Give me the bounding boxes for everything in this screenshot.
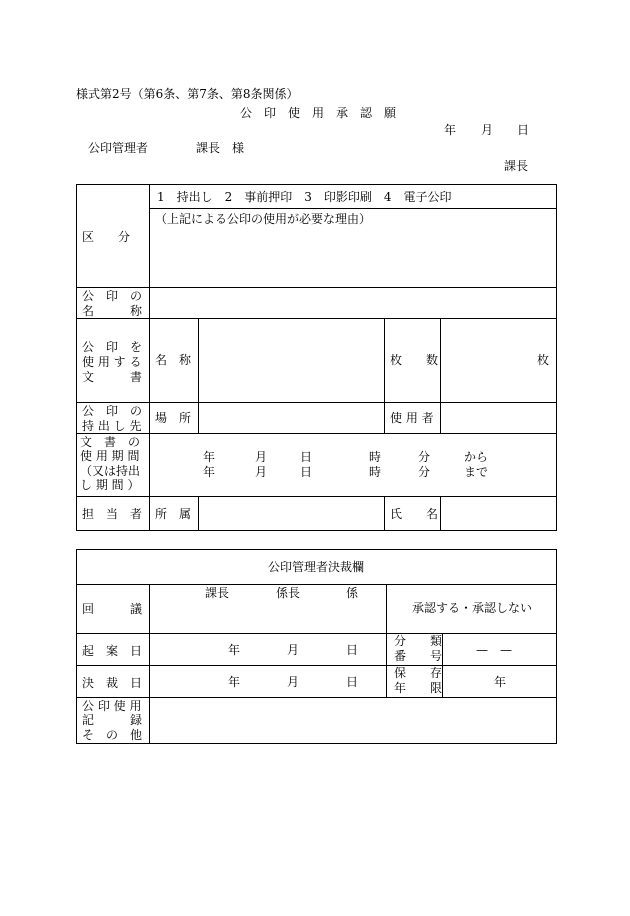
affiliation-label: 所 属 [155,507,192,521]
place-label: 場 所 [155,411,192,425]
draft-year: 年 [228,643,241,657]
classification-label: 分 類 番 号 [394,634,443,663]
affiliation-field[interactable] [201,499,382,528]
record-field[interactable] [152,700,554,741]
section-chief-label: 課長 [205,586,230,600]
draft-date-label: 起 案 日 [82,644,143,658]
doc-name-label: 名 称 [155,353,192,367]
circulation-label: 回 議 [82,602,143,616]
record-label: 公 印 使 用 記 録 そ の 他 [82,699,143,742]
period-label: 文 書 の 使 用 期 間 （又は持出 し 期 間 ） [80,435,141,493]
retention-value: 年 [494,675,507,689]
classification-value: — — [476,643,513,657]
user-field[interactable] [443,405,553,431]
decision-month: 月 [287,675,300,689]
name-label: 氏 名 [390,507,439,521]
decision-year: 年 [228,675,241,689]
addressee-org: 公印管理者 [88,141,149,155]
date-month: 月 [481,123,494,137]
page-title: 公 印 使 用 承 認 願 [240,106,397,120]
category-options: 1 持出し 2 事前押印 3 印影印刷 4 電子公印 [157,190,452,204]
chief-label: 係長 [276,586,301,600]
approval-title: 公印管理者決裁欄 [268,560,365,574]
draft-month: 月 [287,643,300,657]
approve-choice[interactable]: 承認する・承認しない [412,601,533,615]
destination-label: 公 印 の 持 出 し 先 [82,404,143,433]
doc-count-unit: 枚 [537,353,550,367]
staff-label: 担 当 者 [82,507,143,521]
document-label: 公 印 を 使 用 す る 文 書 [82,340,143,384]
date-year: 年 [444,123,457,137]
doc-count-label: 枚 数 [390,353,439,367]
user-label: 使 用 者 [390,411,434,425]
seal-name-field[interactable] [152,290,554,316]
date-day: 日 [517,123,530,137]
addressee-title: 課長 様 [196,141,245,155]
seal-name-label: 公 印 の 名 称 [82,289,143,318]
draft-day: 日 [346,643,359,657]
category-label: 区 分 [82,230,131,244]
form-number: 様式第2号（第6条、第7条、第8条関係） [76,87,299,101]
decision-date-label: 決 裁 日 [82,676,143,690]
decision-day: 日 [346,675,359,689]
place-field[interactable] [201,405,382,431]
staff-stamp-label: 係 [346,586,359,600]
retention-label: 保 存 年 限 [394,666,443,695]
doc-name-field[interactable] [201,321,382,400]
name-field[interactable] [443,499,553,528]
category-reason: （上記による公印の使用が必要な理由） [155,212,372,226]
applicant-dept: 課長 [504,159,529,173]
